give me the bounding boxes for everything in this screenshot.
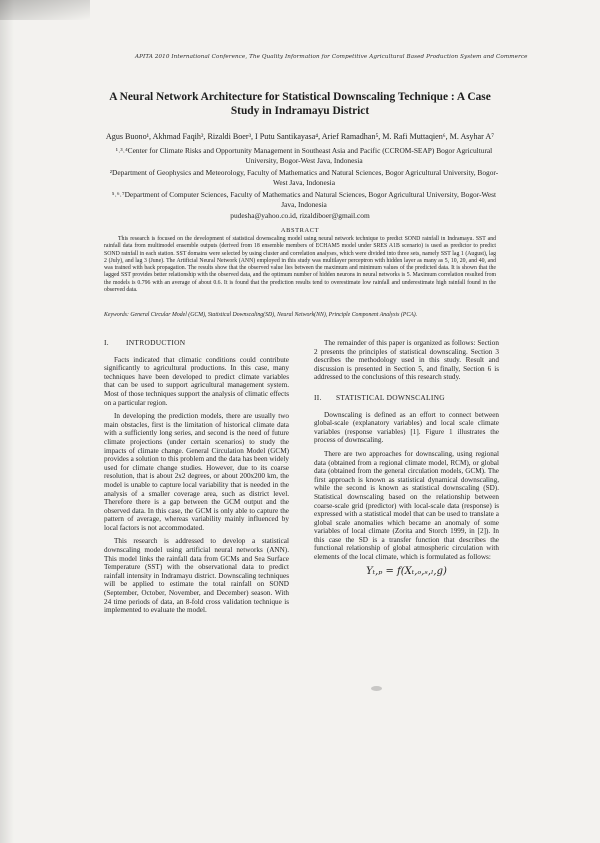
keywords-label: Keywords: — [104, 312, 129, 318]
section-title: INTRODUCTION — [126, 338, 186, 347]
scan-shadow-corner — [0, 0, 90, 20]
paragraph: In developing the prediction models, there are usually two main obstacles, first is the limitation of historical climate data with a sufficiently long series, and second is the need of future climate projections (under certain scenarios) to study the impacts of climate change. General Circulation Model (GCM) provides a solution to this problem and the data has been widely used for climate change studies. However, due to its coarse resolution, that is about 2x2 degrees, or about 200x200 km, the model is unable to capture local variability that is needed in the analysis of a smaller coverage area, such as district level. Therefore there is a gap between the GCM output and the observed data. In this case, the GCM is only able to capture the pattern of average, whereas variability mainly influenced by local factors is not accommodated. — [104, 412, 289, 532]
paragraph: Downscaling is defined as an effort to connect between global-scale (explanatory variables) and local scale climate variables (response variables) [1]. Figure 1 illustrates the process of downscaling. — [314, 410, 499, 445]
affiliation-3: ⁵˒⁶˒⁷Department of Computer Sciences, Faculty of Mathematics and Natural Sciences, Bogor Agricultural University, Bogor-West Java, Indonesia — [111, 190, 497, 209]
scan-shadow-left — [0, 0, 14, 843]
equation-1: Yₜ,ₚ = f(Xₜ,ₒ,ₛ,ₗ,g) — [366, 565, 447, 577]
section-heading-introduction — [104, 339, 289, 348]
paragraph: There are two approaches for downscaling, using regional data (obtained from a regional climate model, RCM), or global data (obtained from the general circulation models, GCM). The first approach is known as statistical dynamical downscaling, while the second is known as statistical downscaling (SD). Statistical downscaling based on the relationship between coarse-scale grid (predictor) with local-scale data (response) is expressed with a statistical model that can be used to translate a global scale anomalies which became an anomaly of some variables of local climate (Zorita and Storch 1999, in [2]). In this case the SD is a transfer function that describes the functional relationship of global atmospheric circulation with elements of the local climate, which is formulated as follows: — [314, 449, 499, 562]
affiliation-2: ²Department of Geophysics and Meteorology, Faculty of Mathematics and Natural Sciences, Bogor Agricultural University, Bogor-West Java, Indonesia — [109, 168, 499, 187]
right-column — [314, 339, 499, 576]
keywords-text: General Circular Model (GCM), Statistical Downscaling(SD), Neural Network(NN), Principle Component Analysis (PCA). — [130, 312, 418, 318]
keywords — [104, 312, 496, 319]
section-number: I. — [104, 338, 109, 347]
running-head: APITA 2010 International Conference, The Quality Information for Competitive Agricultural Based Production System and Commerce — [135, 54, 528, 60]
scan-smudge — [371, 686, 382, 691]
section-number: II. — [314, 392, 322, 402]
left-column — [104, 339, 289, 620]
affiliation-1: ¹˒³˒⁴Center for Climate Risks and Opportunity Management in Southeast Asia and Pacific (CCROM-SEAP) Bogor Agricultural University, Bogor-West Java, Indonesia — [115, 146, 493, 165]
abstract-heading: ABSTRACT — [280, 227, 320, 234]
author-list: Agus Buono¹, Akhmad Faqih², Rizaldi Boer³, I Putu Santikayasa⁴, Arief Ramadhan⁵, M. Rafi Muttaqien⁶, M. Asyhar A⁷ — [105, 132, 495, 141]
abstract-text: This research is focused on the development of statistical downscaling model using neural network technique to predict SOND rainfall in Indramayu. SST and rainfall data from multimodel ensemble outputs (derived from 18 ensemble members of ECHAM5 model under SRES A1B scenario) is used as predictor to predict SOND rainfall in each station. SST domains were selected by using cluster and correlation analyses, which were divided into three sets, namely SST lag 1 (August), lag 2 (July), and lag 3 (June). The Artificial Neural Network (ANN) employed in this study was multilayer perceptron with hidden layer as many as 5, 10, 20, and 40, and was trained with back propagation. The results show that the observed value lies between the maximum and minimum values of the predicted data. It is shown that the lagged SST provides better relationship with the observed data, and the optimum number of hidden neurons in neural networks is 5. Maximum correlation resulted from the models is 0.796 with an average of about 0.6. It is found that the prediction results tend to overestimate low rainfall and underestimate high rainfall found in the observed data. — [104, 236, 496, 294]
paragraph: Facts indicated that climatic conditions could contribute significantly to agricultural productions. In this case, many techniques have been developed to predict climate variables that can be used to support agricultural management system. Most of those techniques support the analysis of climatic effects on a particular region. — [104, 355, 289, 407]
section-title: STATISTICAL DOWNSCALING — [336, 392, 445, 402]
paper-title: A Neural Network Architecture for Statistical Downscaling Technique : A Case Study in Indramayu District — [109, 91, 491, 117]
paragraph: This research is addressed to develop a statistical downscaling model using artificial neural networks (ANN). This model links the rainfall data from GCMs and Sea Surface Temperature (SST) with the observational data to predict rainfall intensity in Indramayu district. Downscaling techniques will be applied to estimate the total rainfall on SOND (September, October, November, and December) season. With 24 time periods of data, an 8-fold cross validation technique is implemented to evaluate the model. — [104, 537, 289, 615]
section-heading-downscaling — [314, 394, 499, 403]
paragraph: The remainder of this paper is organized as follows: Section 2 presents the principles of statistical downscaling. Section 3 describes the methodology used in this study. Result and discussion is presented in Section 5, and finally, Section 6 is addressed to the conclusions of this research study. — [314, 339, 499, 382]
contact-email[interactable]: pudesha@yahoo.co.id, rizaldiboer@gmail.com — [230, 211, 370, 220]
